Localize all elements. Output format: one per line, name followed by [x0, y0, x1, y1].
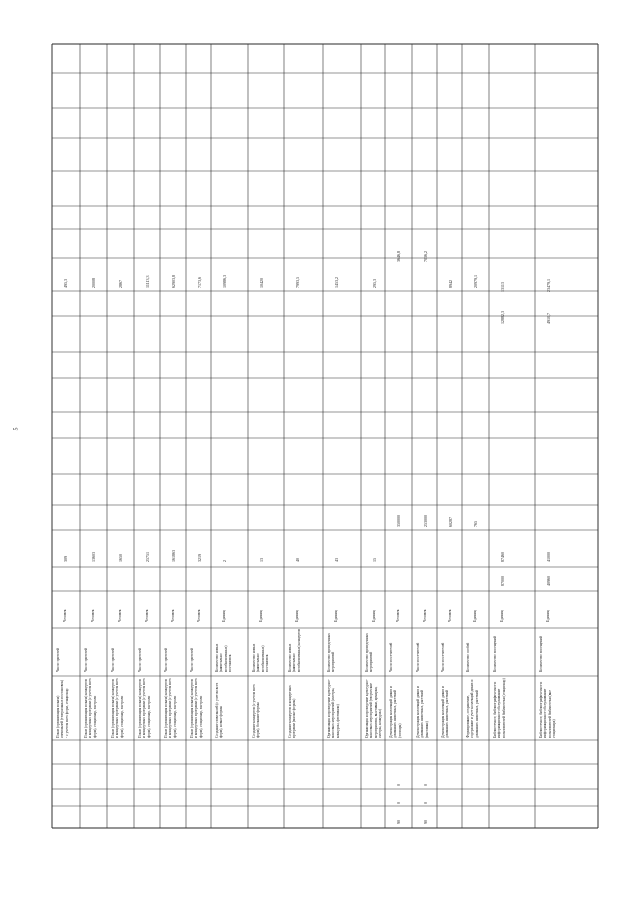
- value-amount-extra: 12882,3: [500, 311, 505, 324]
- service-description: Показ (организация показа) концертов и концертных программ (с учетом всех форм), стационар, гастроли: [164, 678, 177, 738]
- service-description: Организация и проведение культурно-массовых мероприятий (творческие мероприятия, выставки, ярмарки, смотры, конкурсы): [365, 679, 383, 738]
- indicator-name: Количество проведенных мероприятий: [327, 633, 336, 672]
- value-amount: 7993,5: [295, 277, 300, 288]
- unit-of-measure: Человек: [118, 609, 122, 622]
- unit-of-measure: Человек: [91, 609, 95, 622]
- unit-of-measure: Единиц: [222, 610, 226, 622]
- unit-of-measure: Единиц: [295, 610, 299, 622]
- unit-of-measure: Человек: [145, 609, 149, 622]
- value-plan: 40960: [546, 576, 551, 586]
- service-description: Демонстрация коллекций диких и домашних животных, растений (зоопарк): [389, 685, 402, 738]
- service-description: Показ (организация показа) концертов и концертных программ (с учетом всех форм), стационар, гастроли: [190, 678, 203, 738]
- value-amount: 1453,2: [334, 277, 339, 288]
- unit-of-measure: Человек: [171, 609, 175, 622]
- index-code: 0: [396, 802, 401, 804]
- index-code: 0: [423, 784, 428, 786]
- unit-of-measure: Человек: [63, 609, 67, 622]
- value-amount: 62903,8: [171, 275, 176, 288]
- indicator-name: Число зрителей: [84, 648, 88, 672]
- service-description: Демонстрация коллекций диких и домашних животных, растений (выставки): [416, 685, 429, 738]
- value-amount: 2867: [118, 280, 123, 288]
- value-current: 2: [222, 560, 227, 562]
- value-current: 3219: [197, 554, 202, 562]
- service-description: Показ (организация показа) концертов и концертных программ (с учетом всех форм), стационар, гастроли: [111, 678, 124, 738]
- index-code: 90: [423, 820, 428, 824]
- indicator-name: Количество особей: [466, 642, 470, 672]
- unit-of-measure: Человек: [448, 609, 452, 622]
- value-amount: 13113: [500, 282, 505, 292]
- service-description: Организация и проведение культурно-массовых мероприятий (смотры, конкурсы, фестивали): [327, 679, 340, 738]
- service-description: Демонстрация коллекций диких и домашних животных, растений: [441, 685, 450, 738]
- value-amount: 20979,1: [473, 275, 478, 288]
- service-description: Показ (организация показа) спектаклей (театральных постановок) - с учетом всех форм, стационар: [56, 679, 69, 738]
- service-description: Библиотечное, библиографическое и информационное обслуживание пользователей библиотеки (стационар): [493, 678, 506, 738]
- unit-of-measure: Единиц: [500, 610, 504, 622]
- value-amount: 295,3: [372, 279, 377, 288]
- indicator-name: Количество посещений: [493, 636, 497, 672]
- value-amount: 10986,3: [222, 275, 227, 288]
- value-current: 309: [63, 556, 68, 562]
- value-current: 25751: [145, 552, 150, 562]
- value-current: 13603: [91, 552, 96, 562]
- indicator-name: Число зрителей: [56, 648, 60, 672]
- indicator-name: Число зрителей: [111, 648, 115, 672]
- value-current: 87460: [500, 552, 505, 562]
- value-amount: 11113,3: [145, 275, 150, 288]
- value-current: 15: [372, 558, 377, 562]
- value-current: 161863: [171, 550, 176, 562]
- indicator-name: Количество посещений: [539, 636, 543, 672]
- value-visitors: 350000: [396, 515, 401, 527]
- value-amount: 10420: [259, 278, 264, 288]
- index-code: 0: [396, 784, 401, 786]
- value-amount: 8942: [448, 280, 453, 288]
- indicator-name: Число зрителей: [190, 648, 194, 672]
- value-amount: 7036,2: [423, 251, 428, 262]
- value-current: 13: [259, 558, 264, 562]
- index-code: 90: [396, 820, 401, 824]
- page-number: 5: [13, 427, 20, 431]
- indicator-name: Количество новых (капитально возобновленных) концертов: [288, 629, 301, 672]
- value-current: 40: [295, 558, 300, 562]
- value-current: 43: [334, 558, 339, 562]
- indicator-name: Число посетителей: [389, 642, 393, 672]
- service-description: Создание концертов и концертных программ (малые формы): [288, 685, 297, 738]
- indicator-name: Число посетителей: [416, 642, 420, 672]
- value-amount-extra: 4910,7: [546, 313, 551, 324]
- value-current: 1650: [118, 554, 123, 562]
- unit-of-measure: Единиц: [259, 610, 263, 622]
- indicator-name: Число посетителей: [441, 642, 445, 672]
- unit-of-measure: Человек: [197, 609, 201, 622]
- indicator-name: Количество проведенных мероприятий: [365, 633, 374, 672]
- indicator-name: Число зрителей: [138, 648, 142, 672]
- unit-of-measure: Единиц: [473, 610, 477, 622]
- service-description: Создание спектаклей (с учетом всех форм), новые формы: [215, 682, 224, 738]
- service-description: Библиотечное, библиографическое и информационное обслуживание пользователей библиотеки (вне стационара): [539, 681, 557, 738]
- value-visitors: 253000: [423, 515, 428, 527]
- indicator-name: Количество новых (капитально возобновленных) постановок: [215, 643, 233, 672]
- value-amount: 3646,8: [396, 251, 401, 262]
- service-description: Показ (организация показа) концертов и концертных программ (с учетом всех форм), стационар, гастроли: [84, 678, 97, 738]
- unit-of-measure: Единиц: [334, 610, 338, 622]
- unit-of-measure: Единиц: [546, 610, 550, 622]
- unit-of-measure: Человек: [396, 609, 400, 622]
- value-amount: 7173,6: [197, 277, 202, 288]
- service-description: Показ (организация показа) концертов и концертных программ (с учетом всех форм), стационар, гастроли: [138, 678, 151, 738]
- value-plan: 87000: [500, 576, 505, 586]
- unit-of-measure: Единиц: [372, 610, 376, 622]
- indicator-name: Число зрителей: [164, 648, 168, 672]
- value-visitors: 765: [473, 521, 478, 527]
- index-code: 0: [423, 802, 428, 804]
- service-description: Формирование, сохранение, содержание и учет коллекций диких и домашних животных, растений: [466, 679, 479, 738]
- service-description: Создание концертов (с учетом всех форм), большие формы: [252, 684, 261, 738]
- indicator-name: Количество новых (капитально возобновленных) постановок: [252, 643, 270, 672]
- value-amount: 20008: [91, 278, 96, 288]
- value-amount: 495,3: [63, 279, 68, 288]
- value-current: 41000: [546, 552, 551, 562]
- value-visitors: 60287: [448, 517, 453, 527]
- value-amount: 23479,1: [546, 279, 551, 292]
- unit-of-measure: Человек: [423, 609, 427, 622]
